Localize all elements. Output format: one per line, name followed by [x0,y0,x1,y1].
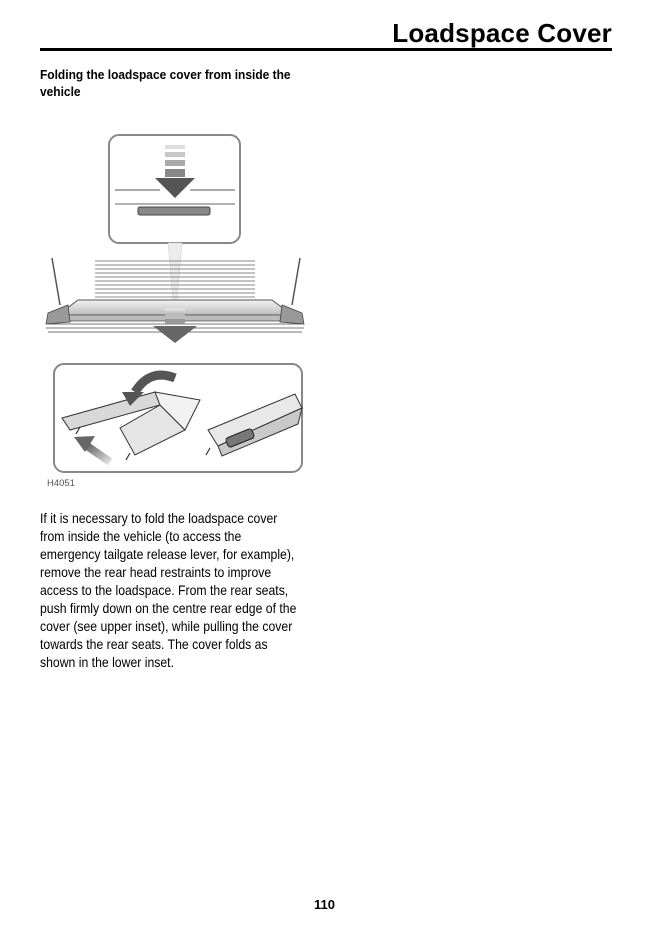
page-title: Loadspace Cover [392,18,612,48]
figure-code: H4051 [47,478,75,489]
lower-inset [54,364,302,472]
upper-inset [109,135,240,243]
loadspace-cover-illustration [40,130,310,480]
section-heading: Folding the loadspace cover from inside the vehicle [40,67,291,99]
title-rule [40,48,612,51]
page-number: 110 [314,897,335,912]
body-paragraph: If it is necessary to fold the loadspace cover from inside the vehicle (to access the emergency tailgate release lever, for example), remove the rear head restraints to improve access to the loadspace. From the rear seats, push firmly down on the centre rear edge of the cover (see upper inset), while pulling the cover towards the rear seats. The cover folds as shown in the lower inset. [40,511,297,670]
